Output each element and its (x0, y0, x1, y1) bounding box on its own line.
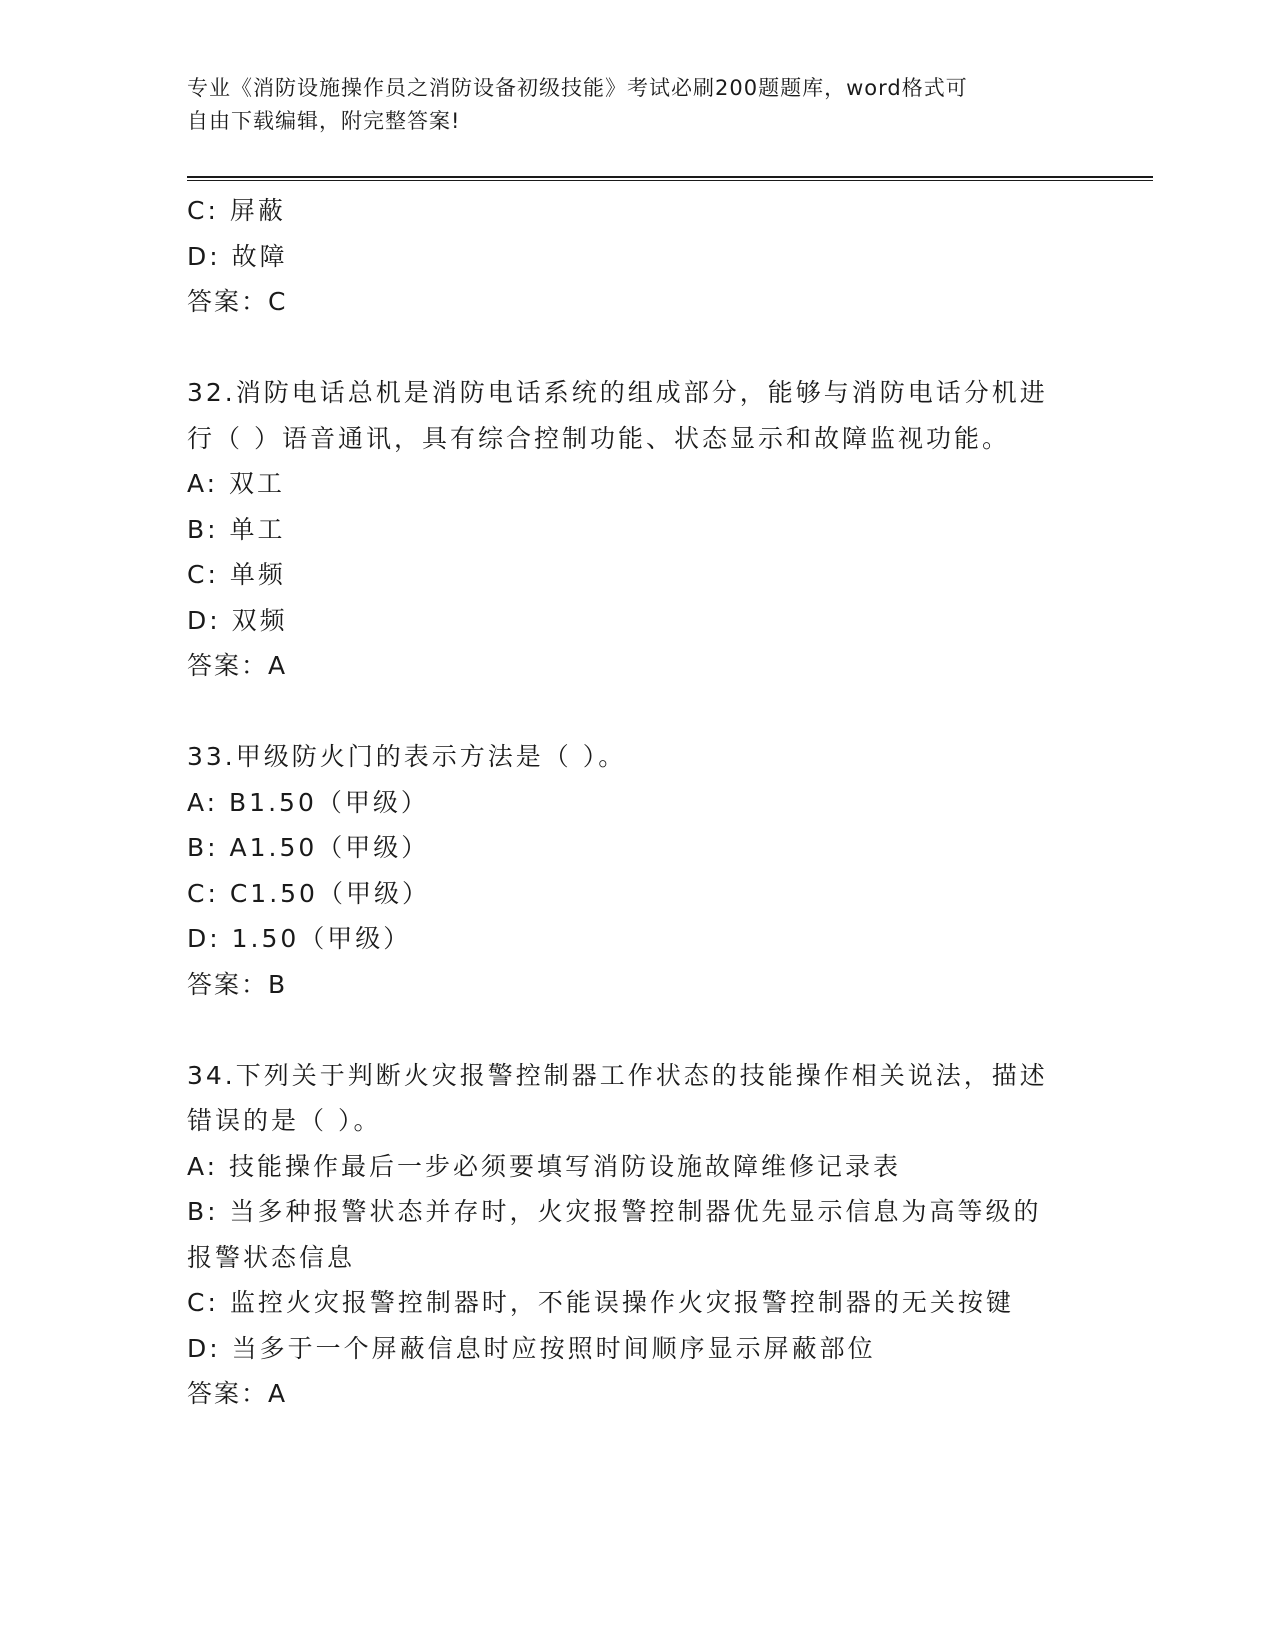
carryover-question (187, 188, 1087, 325)
document-body (187, 188, 1087, 1417)
spacer (187, 325, 1087, 371)
question-stem: 34.下列关于判断火灾报警控制器工作状态的技能操作相关说法，描述 (187, 1060, 1048, 1090)
question-33 (187, 734, 1087, 1007)
spacer (187, 689, 1087, 735)
page-header (187, 72, 1067, 138)
spacer (187, 1007, 1087, 1053)
answer-line: 答案：A (187, 651, 288, 680)
option-c: C: 单频 (187, 560, 286, 589)
question-stem-cont: 错误的是（ ）。 (187, 1106, 382, 1135)
question-stem: 32.消防电话总机是消防电话系统的组成部分，能够与消防电话分机进 (187, 378, 1048, 407)
option-b: B: 当多种报警状态并存时，火灾报警控制器优先显示信息为高等级的 (187, 1197, 1042, 1226)
header-line-1: 专业《消防设施操作员之消防设备初级技能》考试必刷200题题库，word格式可 (187, 76, 968, 100)
answer-line: 答案：B (187, 969, 288, 999)
option-c: C: 屏蔽 (187, 196, 286, 225)
header-line-2: 自由下载编辑，附完整答案! (187, 109, 461, 133)
option-d: D: 当多于一个屏蔽信息时应按照时间顺序显示屏蔽部位 (187, 1333, 876, 1363)
option-b: B: 单工 (187, 514, 286, 544)
question-stem-cont: 行（ ）语音通讯，具有综合控制功能、状态显示和故障监视功能。 (187, 423, 1010, 453)
answer-line: 答案：A (187, 1379, 288, 1408)
answer-line: 答案：C (187, 287, 288, 316)
option-c: C: C1.50（甲级） (187, 878, 430, 908)
question-32 (187, 370, 1087, 689)
option-a: A: 双工 (187, 469, 286, 498)
option-d: D: 双频 (187, 605, 288, 635)
option-d: D: 1.50（甲级） (187, 924, 412, 953)
option-a: A: 技能操作最后一步必须要填写消防设施故障维修记录表 (187, 1151, 902, 1181)
option-c: C: 监控火灾报警控制器时，不能误操作火灾报警控制器的无关按键 (187, 1288, 1014, 1317)
option-d: D: 故障 (187, 241, 288, 271)
question-34 (187, 1053, 1087, 1417)
option-a: A: B1.50（甲级） (187, 787, 429, 817)
option-b-cont: 报警状态信息 (187, 1242, 356, 1272)
question-stem: 33.甲级防火门的表示方法是（ ）。 (187, 742, 627, 771)
option-b: B: A1.50（甲级） (187, 833, 430, 862)
header-divider (187, 176, 1153, 181)
